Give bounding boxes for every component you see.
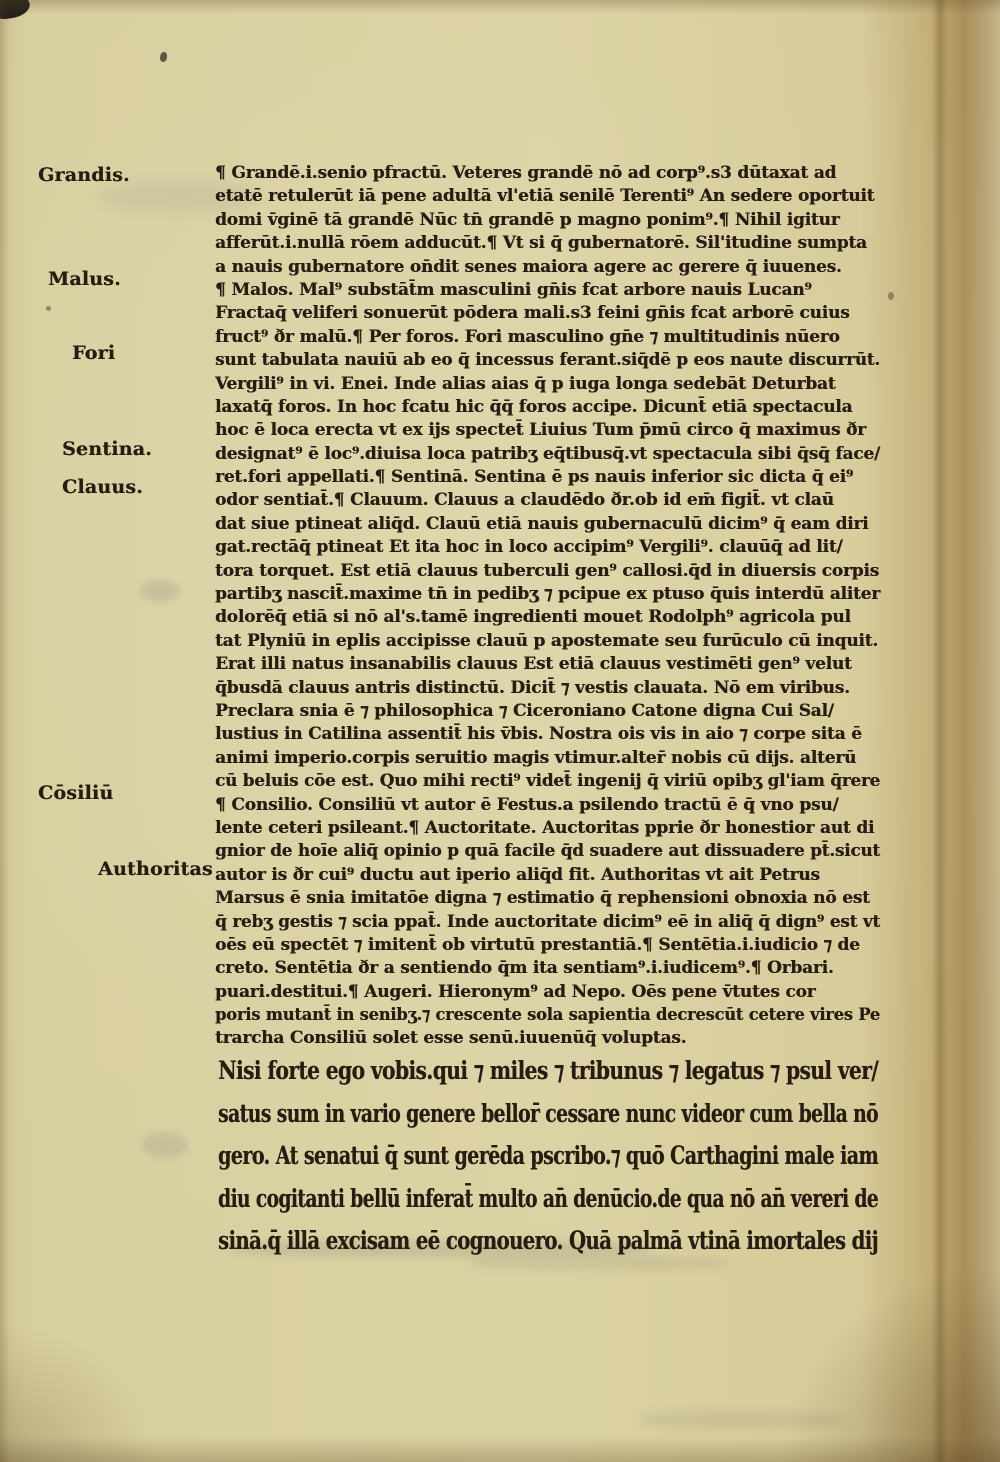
ink-speck <box>160 52 167 62</box>
page-edge-shadow-bottom <box>0 1436 1000 1462</box>
gloss-line: cū beluis cōe est. Quo mihi recti⁹ videt̄ ingenij q̄ viriū opibʒ gl'iam q̄rere <box>215 771 881 792</box>
gloss-line: Vergili⁹ in vi. Enei. Inde alias aias q̄ p iuga longa sedebāt Deturbat <box>215 373 836 394</box>
gloss-line: q̄busdā clauus antris distinctū. Dicit̄ ⁊ vestis clauata. Nō em viribus. <box>215 677 850 698</box>
gloss-line: ¶ Consilio. Consiliū vt autor ē Festus.a psilendo tractū ē q̄ vno psu/ <box>215 794 839 815</box>
gloss-line: designat⁹ ē loc⁹.diuisa loca patribʒ eq̄tibusq̄.vt spectacula sibi q̄sq̄ face/ <box>215 443 880 464</box>
margin-word-sentina: Sentina. <box>62 438 152 460</box>
quote-line: Nisi forte ego vobis.qui ⁊ miles ⁊ tribunus ⁊ legatus ⁊ psul ver/ <box>218 1056 878 1085</box>
margin-word-consilium: Cōsiliū <box>38 782 114 804</box>
page-edge-shadow-left <box>0 0 10 1462</box>
gloss-line: fruct⁹ ðr malū.¶ Per foros. Fori masculino gn̄e ⁊ multitudinis nūero <box>215 326 840 347</box>
quote-line: sinā.q̄ illā excisam eē cognouero. Quā palmā vtinā imortales dij <box>218 1226 879 1256</box>
gloss-line: Fractaq̄ veliferi sonuerūt pōdera mali.s3 feini gn̄is fcat arborē cuius <box>215 303 850 324</box>
gloss-line: animi imperio.corpis seruitio magis vtimur.alter̄ nobis cū dijs. alterū <box>215 747 857 768</box>
gloss-line: a nauis gubernatore on̄dit senes maiora agere ac gerere q̄ iuuenes. <box>215 256 842 277</box>
ink-speck <box>888 292 894 300</box>
gloss-line: ¶ Grandē.i.senio pfractū. Veteres grandē nō ad corp⁹.s3 dūtaxat ad <box>215 163 837 183</box>
gloss-line: tora torquet. Est etiā clauus tuberculi gen⁹ callosi.q̄d in diuersis corpis <box>215 560 879 581</box>
gloss-line: Marsus ē snia imitatōe digna ⁊ estimatio q̄ rephensioni obnoxia nō est <box>215 888 870 909</box>
gloss-line: gat.rectāq̄ ptineat Et ita hoc in loco accipim⁹ Vergili⁹. clauūq̄ ad lit/ <box>215 537 843 558</box>
margin-word-fori: Fori <box>72 342 116 364</box>
page-corner-shadow <box>780 1262 1000 1462</box>
paper-stain <box>142 1132 188 1158</box>
gloss-line: oēs eū spectēt ⁊ imitent̄ ob virtutū prestantiā.¶ Sentētia.i.iudicio ⁊ de <box>215 934 860 955</box>
gloss-text-block <box>215 163 887 1052</box>
gloss-line: dat siue ptineat aliq̄d. Clauū etiā nauis gubernaculū dicim⁹ q̄ eam diri <box>215 513 869 534</box>
gloss-line: etatē retulerūt iā pene adultā vl'etiā senilē Terenti⁹ An sedere oportuit <box>215 186 875 207</box>
gloss-line: q̄ rebʒ gestis ⁊ scia ppat̄. Inde auctoritate dicim⁹ eē in aliq̄ q̄ dign⁹ est vt <box>215 911 880 932</box>
page-edge-shadow-top <box>0 0 1000 14</box>
margin-word-clauus: Clauus. <box>62 476 143 498</box>
gloss-line: creto. Sentētia ðr a sentiendo q̄m ita sentiam⁹.i.iudicem⁹.¶ Orbari. <box>215 958 834 979</box>
quote-line: satus sum in vario genere bellor̄ cessare nunc videor cum bella nō <box>218 1098 878 1128</box>
margin-word-grandis: Grandis. <box>38 164 130 186</box>
gloss-line: lente ceteri psileant.¶ Auctoritate. Auctoritas pprie ðr honestior aut di <box>215 817 875 838</box>
gloss-line: poris mutant̄ in senibʒ.⁊ crescente sola sapientia decrescūt cetere vires Pe <box>215 1005 880 1026</box>
ink-offset-smudge <box>640 1412 840 1428</box>
gloss-line: dolorēq̄ etiā si nō al's.tamē ingredienti mouet Rodolph⁹ agricola pul <box>215 607 851 628</box>
gloss-line: domi v̄ginē tā grandē Nūc tn̄ grandē p magno ponim⁹.¶ Nihil igitur <box>215 209 840 230</box>
gloss-line: ¶ Malos. Mal⁹ substāt̄m masculini gn̄is fcat arbore nauis Lucan⁹ <box>215 279 812 300</box>
gloss-line: laxatq̄ foros. In hoc fcatu hic q̄q̄ foros accipe. Dicunt̄ etiā spectacula <box>215 396 853 417</box>
margin-word-authoritas: Authoritas <box>98 858 213 880</box>
quote-line: gero. At senatui q̄ sunt gerēda pscribo.⁊ quō Carthagini male iam <box>218 1141 879 1171</box>
ink-blot-top-left <box>0 0 31 20</box>
gloss-line: gnior de hoīe aliq̄ opinio p quā facile q̄d suadere aut dissuadere pt̄.sicut <box>215 841 880 862</box>
gloss-line: Erat illi natus insanabilis clauus Est etiā clauus vestimēti gen⁹ velut <box>215 654 852 675</box>
gloss-line: trarcha Consiliū solet esse senū.iuuenūq̄ voluptas. <box>215 1028 687 1049</box>
gloss-line: puari.destitui.¶ Augeri. Hieronym⁹ ad Nepo. Oēs pene v̄tutes cor <box>215 981 816 1002</box>
gloss-line: afferūt.i.nullā rōem adducūt.¶ Vt si q̄ gubernatorē. Sil'itudine sumpta <box>215 233 867 254</box>
paper-stain <box>140 580 180 602</box>
gloss-line: Preclara snia ē ⁊ philosophica ⁊ Ciceroniano Catone digna Cui Sal/ <box>215 700 834 721</box>
quote-line: diu cogitanti bellū inferat̄ multo an̄ denūcio.de qua nō an̄ vereri de <box>218 1183 879 1213</box>
margin-word-malus: Malus. <box>48 268 121 290</box>
gloss-line: tat Plyniū in eplis accipisse clauū p apostemate seu furūculo cū inquit. <box>215 630 879 651</box>
gloss-line: sunt tabulata nauiū ab eo q̄ incessus ferant.siq̄dē p eos naute discurrūt. <box>215 350 880 371</box>
ink-speck <box>46 306 51 311</box>
gloss-line: partibʒ nascit̄.maxime tn̄ in pedibʒ ⁊ pcipue ex ptuso q̄uis interdū aliter <box>215 584 880 605</box>
gloss-line: autor is ðr cui⁹ ductu aut iperio aliq̄d fit. Authoritas vt ait Petrus <box>215 864 820 885</box>
gloss-line: ret.fori appellati.¶ Sentinā. Sentina ē ps nauis inferior sic dicta q̄ ei⁹ <box>215 467 854 488</box>
gloss-line: odor sentiat̄.¶ Clauum. Clauus a claudēdo ðr.ob id em̄ figit̄. vt claū <box>215 490 834 511</box>
gloss-line: hoc ē loca erecta vt ex ijs spectet̄ Liuius Tum p̄mū circo q̄ maximus ðr <box>215 420 866 441</box>
page-curl-shadow <box>932 0 948 1462</box>
quote-text-block <box>218 1056 886 1269</box>
gloss-line: lustius in Catilina assentit̄ his v̄bis. Nostra ois vis in aio ⁊ corpe sita ē <box>215 724 862 745</box>
page-corner-shadow <box>0 1322 160 1462</box>
